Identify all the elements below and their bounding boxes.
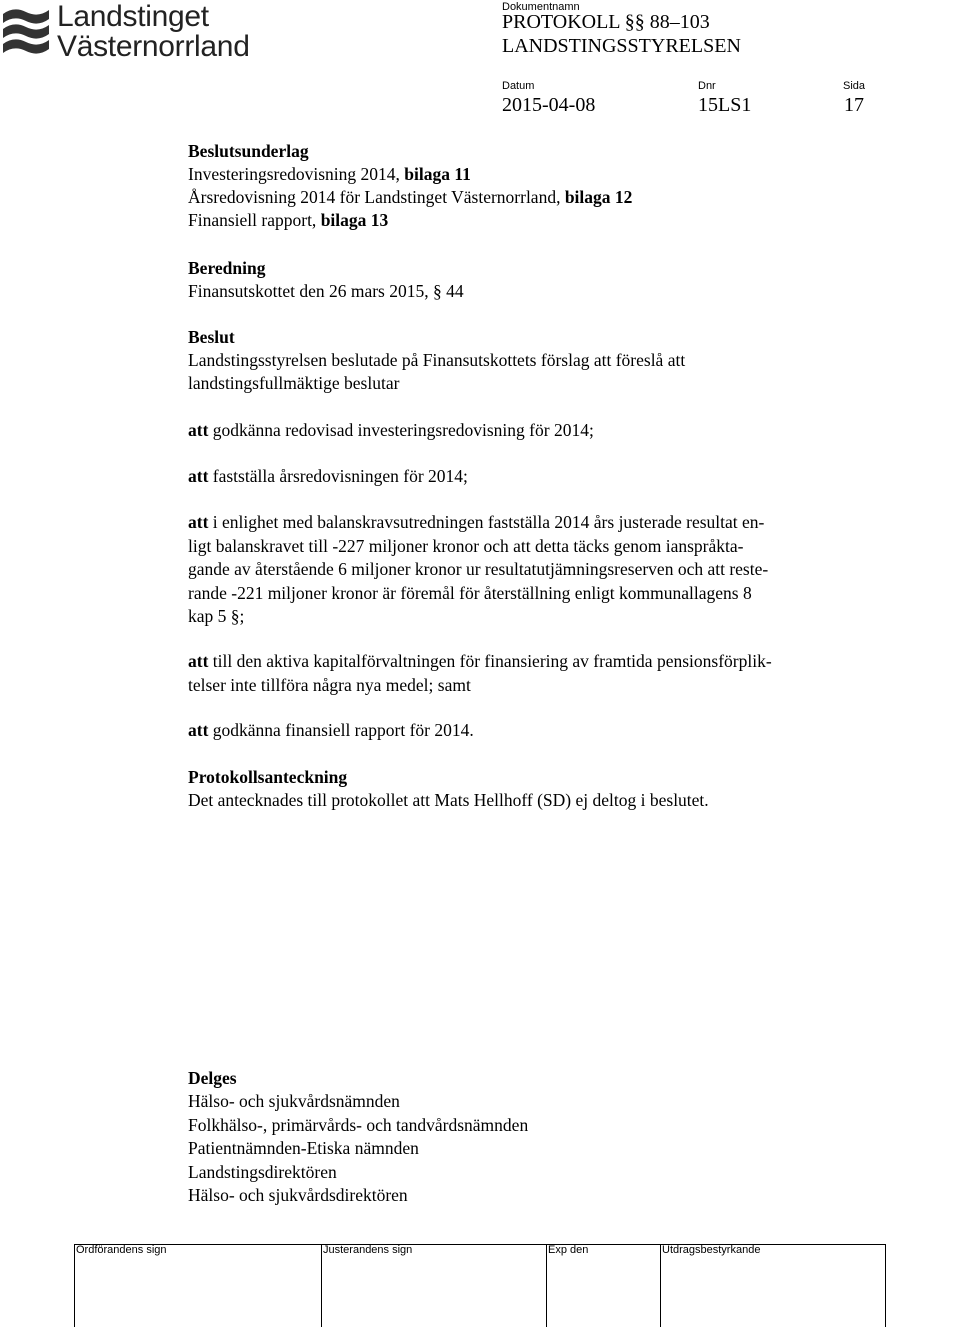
footer-box-divider	[321, 1244, 322, 1327]
beslutsunderlag-item: Årsredovisning 2014 för Landstinget Västernorrland, bilaga 12	[188, 187, 633, 207]
beslutsunderlag-heading: Beslutsunderlag	[188, 141, 309, 161]
footer-label-exp-den: Exp den	[548, 1244, 589, 1256]
footer-label-utdragsbestyrkande: Utdragsbestyrkande	[662, 1244, 761, 1256]
list-item: Patientnämnden-Etiska nämnden	[188, 1138, 419, 1158]
list-item: Folkhälso-, primärvårds- och tandvårdsnämnden	[188, 1114, 529, 1135]
beredning-text: Finansutskottet den 26 mars 2015, § 44	[188, 281, 464, 301]
protokollsanteckning-heading: Protokollsanteckning	[188, 767, 348, 787]
beslut-heading: Beslut	[188, 327, 235, 347]
footer-label-ordforande: Ordförandens sign	[76, 1244, 167, 1256]
logo-mark-icon	[0, 4, 52, 64]
footer-label-justerande: Justerandens sign	[323, 1244, 413, 1256]
dnr-value: 15LS1	[698, 94, 752, 116]
footer-divider	[74, 1244, 886, 1245]
att-clause-3: att i enlighet med balanskravsutredningen fastställa 2014 års justerade resultat en- ligt balanskravet till -227 miljoner kronor och att detta täcks genom ianspråkta- gande av återstående 6 miljoner kronor ur resultatutjämningsreserven och att reste- rande -221 miljoner kronor är föremål för återställning enligt kommunallagens 8 kap 5 §;	[188, 512, 769, 626]
doc-title-line2: LANDSTINGSSTYRELSEN	[502, 35, 741, 57]
dnr-label: Dnr	[698, 80, 716, 92]
delges-list	[188, 1090, 528, 1208]
date-value: 2015-04-08	[502, 94, 596, 116]
page-label: Sida	[843, 80, 866, 92]
beslut-intro: Landstingsstyrelsen beslutade på Finansutskottets förslag att föreslå att	[188, 350, 686, 370]
footer-box-divider	[885, 1244, 886, 1327]
footer-box-divider	[546, 1244, 547, 1327]
page-value: 17	[844, 94, 864, 116]
footer-box-divider	[74, 1244, 75, 1327]
list-item: Landstingsdirektören	[188, 1161, 337, 1182]
protokollsanteckning-text: Det antecknades till protokollet att Mats Hellhoff (SD) ej deltog i beslutet.	[188, 790, 709, 810]
landstinget-logo	[0, 0, 280, 68]
logo-text-line1: Landstinget	[57, 0, 209, 33]
list-item: Hälso- och sjukvårdsdirektören	[188, 1185, 408, 1205]
beslutsunderlag-item: Investeringsredovisning 2014, bilaga 11	[188, 164, 471, 184]
footer-box-divider	[660, 1244, 661, 1327]
att-clause-2: att fastställa årsredovisningen för 2014;	[188, 466, 468, 486]
beslut-intro: landstingsfullmäktige beslutar	[188, 373, 400, 393]
date-label: Datum	[502, 80, 535, 92]
att-clause-4: att till den aktiva kapitalförvaltningen för finansiering av framtida pensionsförplik- telser inte tillföra några nya medel; samt	[188, 651, 772, 695]
beredning-heading: Beredning	[188, 258, 266, 278]
delges-heading: Delges	[188, 1068, 237, 1088]
att-clause-5: att godkänna finansiell rapport för 2014.	[188, 720, 474, 740]
list-item: Hälso- och sjukvårdsnämnden	[188, 1091, 400, 1111]
doc-name-label: Dokumentnamn	[502, 1, 580, 13]
att-clause-1: att godkänna redovisad investeringsredovisning för 2014;	[188, 420, 594, 440]
logo-text-line2: Västernorrland	[57, 30, 250, 63]
doc-title-line1: PROTOKOLL §§ 88–103	[502, 11, 710, 33]
beslutsunderlag-item: Finansiell rapport, bilaga 13	[188, 210, 389, 230]
